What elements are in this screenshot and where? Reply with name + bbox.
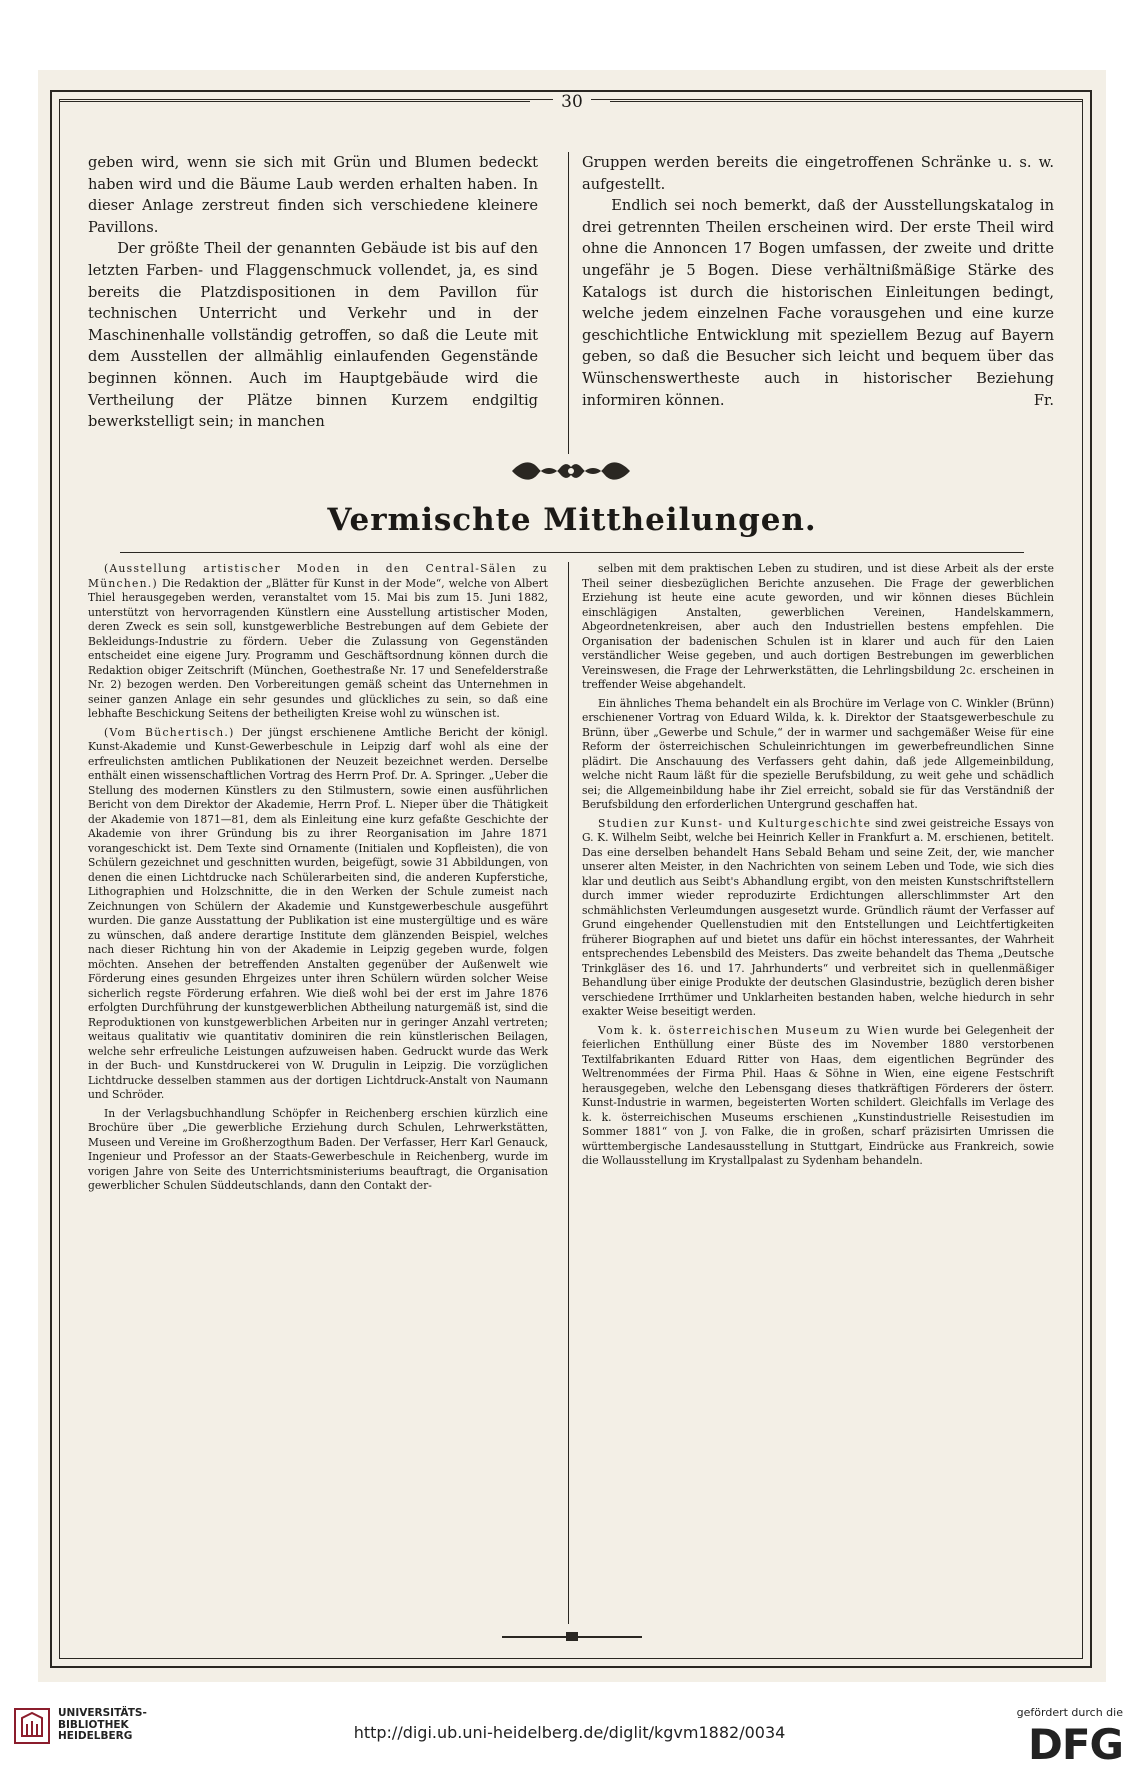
paragraph: Endlich sei noch bemerkt, daß der Ausstellungskatalog in drei getrennten Theilen erscheinen wird. Der erste Theil wird ohne die Annoncen 17 Bogen umfassen, der zweite und dritte ungefähr je 5 Bogen. Diese verhältnißmäßige Stärke des Katalogs ist durch die historischen Einleitungen bedingt, welche jedem einzelnen Fache vorausgehen und eine kurze geschichtliche Entwicklung mit speziellem Bezug auf Bayern geben, so daß die Besucher sich leicht und bequem über das Wünschenswertheste auch in historischer Beziehung informiren können. Fr.: [582, 195, 1054, 411]
page-header: [38, 90, 1106, 114]
paragraph: Der größte Theil der genannten Gebäude ist bis auf den letzten Farben- und Flaggenschmuck vollendet, ja, es sind bereits die Platzdispositionen in dem Pavillon für technischen Unterricht und Verkehr und in der Maschinenhalle vollständig getroffen, so daß die Leute mit dem Ausstellen der allmählig einlaufenden Gegenstände beginnen können. Auch im Hauptgebäude wird die Vertheilung der Plätze binnen Kurzem endgiltig bewerkstelligt sein; in manchen: [88, 240, 538, 431]
dfg-logo: DFG: [1027, 1720, 1123, 1769]
author-signature: Fr.: [1033, 391, 1054, 409]
news-item: [582, 1024, 1054, 1169]
news-item: [88, 726, 548, 1103]
right-column: [582, 562, 1054, 1173]
news-item: [582, 817, 1054, 1020]
top-left-column: [88, 152, 538, 433]
funding-caption: gefördert durch die: [1016, 1706, 1123, 1719]
digitization-footer: [0, 1690, 1139, 1783]
scanned-page: [38, 70, 1106, 1682]
news-item-text: Der jüngst erschienene Amtliche Bericht der königl. Kunst-Akademie und Kunst-Gewerbeschule in Leipzig darf wohl als eine der erfreulichsten amtlichen Publikationen der Neuzeit bezeichnet werden. Derselbe enthält einen wissenschaftlichen Vortrag des Herrn Prof. Dr. A. Springer. „Ueber die Stellung des modernen Künstlers zu den Stilmustern, sowie einen ausführlichen Bericht von dem Direktor der Akademie, Herrn Prof. L. Nieper über die Thätigkeit der Akademie von 1871—81, dem als Einleitung eine kurz gefaßte Geschichte der Akademie von ihrer Gründung bis zu ihrer Reorganisation im Jahre 1871 vorangeschickt ist. Dem Texte sind Ornamente (Initialen und Kopfleisten), die von Schülern gezeichnet und geschnitten wurden, beigefügt, sowie 31 Abbildungen, von denen die einen Lichtdrucke nach Schülerarbeiten sind, die anderen Kupferstiche, Lithographien und Holzschnitte, die in den Werken der Schule zumeist nach Zeichnungen von Schülern der Akademie und Kunstgewerbeschule ausgeführt wurden. Die ganze Ausstattung der Publikation ist eine mustergültige und es wäre zu wünschen, daß andere derartige Institute dem glänzenden Beispiel, welches nach dieser Richtung hin von der Akademie in Leipzig gegeben wurde, folgen möchten. Ansehen der betreffenden Anstalten gegenüber der Außenwelt wie Förderung eines gesunden Ehrgeizes unter ihren Schülern würden solcher Weise sicherlich regste Förderung erfahren. Wie dieß wohl bei der erst im Jahre 1876 erfolgten Durchführung der kunstgewerblichen Abtheilung naturgemäß ist, sind die Reproduktionen von kunstgewerblichen Arbeiten nur in geringer Anzahl vertreten; weitaus qualitativ wie quantitativ dominiren die rein künstlerischen Beilagen, welche sehr erfreuliche Leistungen aufzuweisen haben. Gedruckt wurde das Werk in der Buch- und Kunstdruckerei von W. Drugulin in Leipzig. Die vorzüglichen Lichtdrucke desselben stammen aus der dortigen Lichtdruck-Anstalt von Naumann und Schröder.: [88, 725, 548, 1101]
news-item-text: In der Verlagsbuchhandlung Schöpfer in Reichenberg erschien kürzlich eine Brochüre über „Die gewerbliche Erziehung durch Schulen, Lehrwerkstätten, Museen und Vereine im Großherzogthum Baden. Der Verfasser, Herr Karl Genauck, Ingenieur und Professor an der Staats-Gewerbeschule in Reichenberg, wurde im vorigen Jahre von Seite des Unterrichtsministeriums beauftragt, die Organisation gewerblicher Schulen Süddeutschlands, dann den Contakt der-: [88, 1106, 548, 1192]
news-item: [88, 562, 548, 722]
permalink-url[interactable]: http://digi.ub.uni-heidelberg.de/diglit/kgvm1882/0034: [353, 1723, 786, 1742]
news-item: [582, 562, 1054, 693]
section-title: Vermischte Mittheilungen.: [327, 502, 817, 538]
news-item-heading: Vom k. k. österreichischen Museum zu Wien: [598, 1023, 900, 1037]
news-item-text: Ein ähnliches Thema behandelt ein als Brochüre im Verlage von C. Winkler (Brünn) erschienener Vortrag von Eduard Wilda, k. k. Direktor der Staatsgewerbeschule zu Brünn, über „Gewerbe und Schule,“ der in warmer und sachgemäßer Weise für eine Reform der österreichischen Schuleinrichtungen im gewerbefreundlichen Sinne plädirt. Die Anschauung des Verfassers geht dahin, daß jede Allgemeinbildung, welche nicht Raum läßt für die spezielle Berufsbildung, zu weit gehe und schädlich sei; die Allgemeinbildung habe ihr Ziel erreicht, sobald sie für das Verständniß der Berufsbildung den erforderlichen Untergrund geschaffen hat.: [582, 696, 1054, 811]
news-item-heading: (Vom Büchertisch.): [104, 725, 235, 739]
decorative-ornament: [508, 458, 634, 484]
end-rule-ornament: [566, 1632, 578, 1641]
title-rule: [120, 552, 1024, 553]
news-item: [88, 1107, 548, 1194]
page-number: 30: [553, 92, 591, 112]
news-item-text: selben mit dem praktischen Leben zu studiren, und ist diese Arbeit als der erste Theil seiner diesbezüglichen Berichte anzusehen. Die Frage der gewerblichen Erziehung ist heute eine acute geworden, und wir können dieses Büchlein einschlägigen Anstalten, gewerblichen Vereinen, Handelskammern, Abgeordnetenkreisen, aber auch den Industriellen bestens empfehlen. Die Organisation der badenischen Schulen ist in klarer und auch für den Laien verständlicher Weise gegeben, und auch dortigen Bestrebungen im gewerblichen Vereinswesen, die Frage der Lehrwerkstätten, die Lehrlingsbildung 2c. erscheinen in treffender Weise abgehandelt.: [582, 562, 1054, 691]
news-item-text: Die Redaktion der „Blätter für Kunst in der Mode“, welche von Albert Thiel herausgegeben werden, veranstaltet vom 15. Mai bis zum 15. Juni 1882, unterstützt von hervorragenden Künstlern eine Ausstellung artistischer Moden, deren Zweck es sein soll, kunstgewerbliche Bestrebungen auf dem Gebiete der Bekleidungs-Industrie zu fördern. Ueber die Zulassung von Gegenständen entscheidet eine eigene Jury. Programm und Geschäftsordnung können durch die Redaktion obiger Zeitschrift (München, Goethestraße Nr. 17 und Senefelderstraße Nr. 2) bezogen werden. Den Vorbereitungen gemäß scheint das Unternehmen in seiner ganzen Anlage ein sehr gesundes und glückliches zu sein, so daß eine lebhafte Beschickung Seitens der betheiligten Kreise wohl zu wünschen ist.: [88, 576, 548, 720]
news-item-text: wurde bei Gelegenheit der feierlichen Enthüllung einer Büste des im November 1880 verstorbenen Textilfabrikanten Eduard Ritter von Haas, dem eigentlichen Begründer des Weltrenommées der Firma Phil. Haas & Söhne in Wien, eine eigene Festschrift herausgegeben, welche den Lebensgang dieses thatkräftigen Förderers der österr. Kunst-Industrie in warmen, begeisterten Worten schildert. Gleichfalls im Verlage des k. k. österreichischen Museums erschienen „Kunstindustrielle Reisestudien im Sommer 1881“ von J. von Falke, die in großen, scharf präzisirten Umrissen die württembergische Landesausstellung in Stuttgart, Eindrücke aus Frankreich, sowie die Wollausstellung im Krystallpalast zu Sydenham behandeln.: [582, 1023, 1054, 1167]
left-column: [88, 562, 548, 1198]
news-item-heading: (Ausstellung artistischer Moden in den Central-Sälen zu München.): [88, 562, 548, 590]
news-item-text: sind zwei geistreiche Essays von G. K. Wilhelm Seibt, welche bei Heinrich Keller in Frankfurt a. M. erschienen, betitelt. Das eine derselben behandelt Hans Sebald Beham und seine Zeit, der, wie mancher unserer alten Meister, in den Nachrichten von seinem Leben und Tode, wie sich dies klar und deutlich aus Seibt's Abhandlung ergibt, von den meisten Kunstschriftstellern durch immer wieder reproduzirte Erdichtungen allerschlimmster Art den schmählichsten Verleumdungen ausgesetzt wurde. Gründlich räumt der Verfasser auf Grund eingehender Quellenstudien mit den Entstellungen und Leichtfertigkeiten früherer Biographen auf und bietet uns dafür ein höchst interessantes, der Wahrheit entsprechendes Lebensbild des Meisters. Das zweite behandelt das Thema „Deutsche Trinkgläser des 16. und 17. Jahrhunderts“ und verbreitet sich in quellenmäßiger Behandlung über einige Produkte der deutschen Glasindustrie, bezüglich deren bisher verschiedene Irrthümer und Unklarheiten bestanden haben, welche hiedurch in sehr exakter Weise beseitigt werden.: [582, 816, 1054, 1018]
paragraph: Gruppen werden bereits die eingetroffenen Schränke u. s. w. aufgestellt.: [582, 154, 1054, 193]
news-item: [582, 697, 1054, 813]
top-right-column: [582, 152, 1054, 411]
top-column-divider: [568, 152, 569, 454]
paragraph: geben wird, wenn sie sich mit Grün und Blumen bedeckt haben wird und die Bäume Laub werden erhalten haben. In dieser Anlage zerstreut finden sich verschiedene kleinere Pavillons.: [88, 154, 538, 236]
news-item-heading: Studien zur Kunst- und Kulturgeschichte: [598, 816, 872, 830]
institution-name: UNIVERSITÄTS- BIBLIOTHEK HEIDELBERG: [58, 1707, 147, 1742]
lower-column-divider: [568, 562, 569, 1624]
